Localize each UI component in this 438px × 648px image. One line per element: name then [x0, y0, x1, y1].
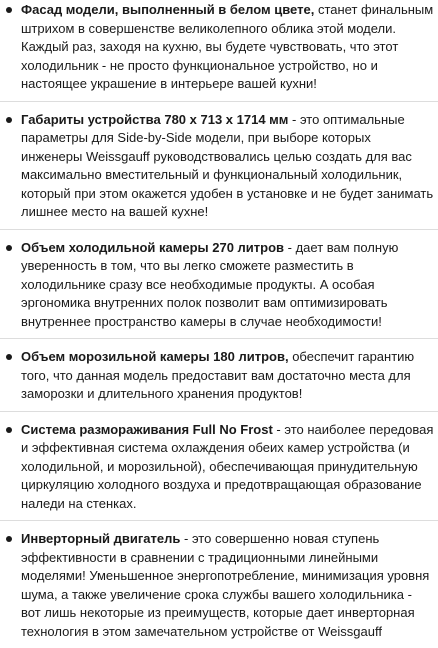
feature-title: Фасад модели, выполненный в белом цвете,: [21, 2, 315, 17]
feature-description: - дает вам полную уверенность в том, что вы легко сможете разместить в холодильнике сразу все необходимые продукты. А особая эргономика внутренних полок позволит вам оптимизировать внутреннее пространство камеры в случае необходимости!: [21, 239, 399, 329]
feature-title: Габариты устройства 780 х 713 х 1714 мм: [21, 111, 289, 127]
feature-item-fridge-volume: [0, 238, 438, 340]
bullet-icon: [6, 427, 12, 433]
feature-description: станет финальным штрихом в совершенстве великолепного облика этой модели. Каждый раз, заходя на кухню, вы будете чувствовать, что этот холодильник - не просто функциональное устройство, но и настоящее украшение в интерьере вашей кухни!: [21, 2, 434, 91]
feature-item-inverter: [0, 529, 438, 648]
feature-description: обеспечит гарантию того, что данная модель предоставит вам достаточно места для заморозки и длительного хранения продуктов!: [21, 349, 415, 401]
feature-description: - это оптимальные параметры для Side-by-Side модели, при выборе которых инженеры Weissgauff руководствовались целью создать для вас максимально вместительный и функциональный холодильник, который при этом окажется удобен в установке и не будет занимать лишнее место на вашей кухне!: [21, 111, 434, 219]
feature-item-facade: [0, 0, 438, 102]
feature-item-no-frost: [0, 420, 438, 522]
feature-item-dimensions: [0, 110, 438, 230]
feature-description: - это наиболее передовая и эффективная система охлаждения обеих камер устройства (и холодильной, и морозильной), обеспечивающая принудительную циркуляцию холодного воздуха и предотвращающая образование наледи на стенках.: [21, 421, 434, 511]
feature-title: Объем морозильной камеры 180 литров,: [21, 349, 289, 364]
bullet-icon: [6, 7, 12, 13]
feature-description: - это совершенно новая ступень эффективности в сравнении с традиционными линейными моделями! Уменьшенное энергопотребление, минимизация уровня шума, а также увеличение срока службы вашего холодильника - вот лишь некоторые из преимуществ, которые дает инверторная технология в этом замечательном устройстве от Weissgauff: [21, 531, 430, 639]
bullet-icon: [6, 117, 12, 123]
feature-title: Объем холодильной камеры 270 литров: [21, 239, 285, 255]
feature-title: Инверторный двигатель: [21, 531, 181, 546]
feature-title: Система размораживания Full No Frost: [21, 421, 273, 437]
bullet-icon: [6, 245, 12, 251]
feature-item-freezer-volume: [0, 347, 438, 412]
bullet-icon: [6, 354, 12, 360]
bullet-icon: [6, 536, 12, 542]
